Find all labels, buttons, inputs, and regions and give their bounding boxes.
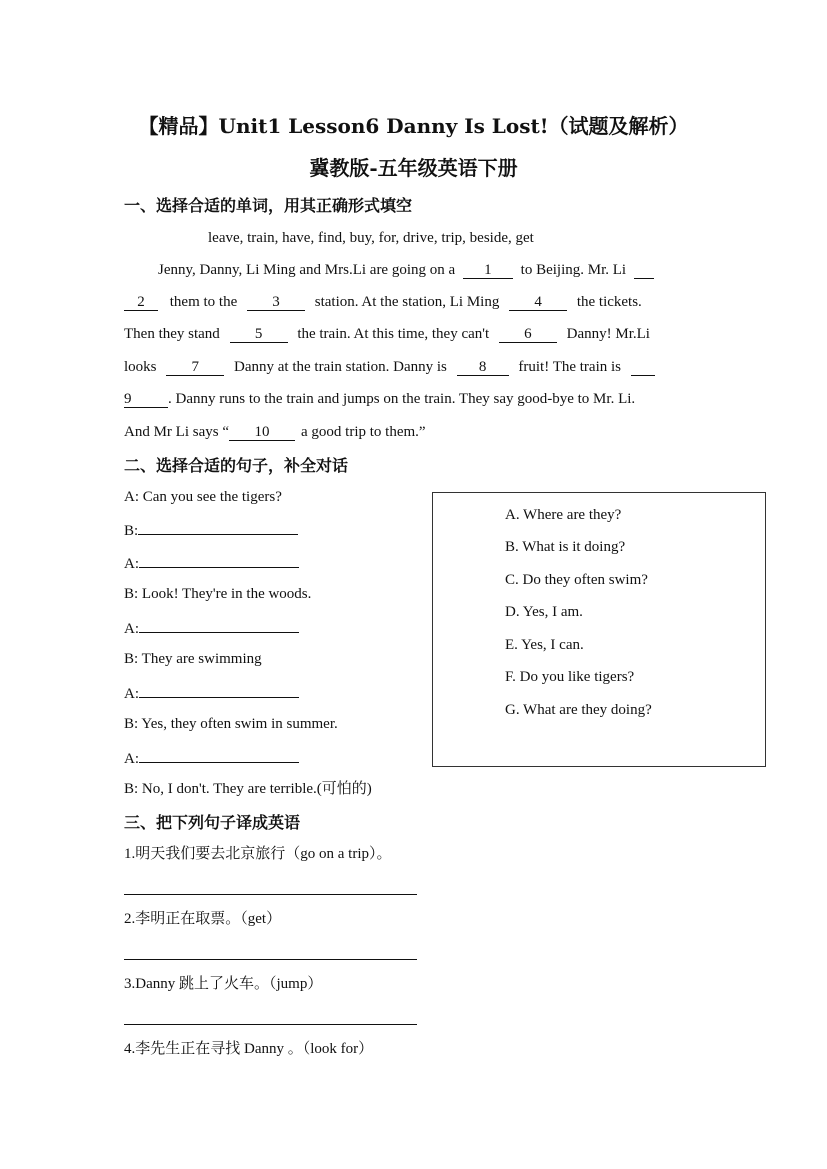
- answer-line[interactable]: [124, 959, 417, 960]
- dialogue-line: [124, 553, 299, 573]
- speaker-label: A:: [124, 751, 139, 767]
- passage-line-5: [124, 390, 635, 408]
- option-item: B. What is it doing?: [505, 539, 626, 555]
- option-item: D. Yes, I am.: [505, 604, 583, 620]
- passage-text: Danny! Mr.Li: [566, 326, 650, 342]
- dialogue-line: B: Yes, they often swim in summer.: [124, 716, 338, 732]
- answer-line[interactable]: [124, 1024, 417, 1025]
- blank-3[interactable]: 3: [247, 294, 305, 311]
- speaker-label: A:: [124, 621, 139, 637]
- option-item: F. Do you like tigers?: [505, 669, 635, 685]
- translation-item: 1.明天我们要去北京旅行（go on a trip）。: [124, 846, 392, 862]
- dialogue-line: [124, 520, 298, 540]
- page-title: 【精品】Unit1 Lesson6 Danny Is Lost!（试题及解析）: [138, 114, 689, 138]
- options-box: [432, 492, 766, 767]
- passage-text: to Beijing. Mr. Li: [520, 262, 627, 278]
- page-subtitle: 冀教版-五年级英语下册: [309, 156, 518, 180]
- word-bank: leave, train, have, find, buy, for, drive, trip, beside, get: [208, 230, 534, 246]
- blank-9-start[interactable]: [631, 359, 655, 376]
- passage-text: Then they stand: [124, 326, 220, 342]
- passage-text: them to the: [169, 294, 238, 310]
- option-item: C. Do they often swim?: [505, 572, 648, 588]
- passage-text: looks: [124, 359, 157, 375]
- dialogue-line: [124, 683, 299, 703]
- passage-text: a good trip to them.”: [301, 424, 426, 440]
- blank-6[interactable]: 6: [499, 326, 557, 343]
- passage-line-2: [124, 293, 642, 311]
- option-item: E. Yes, I can.: [505, 637, 584, 653]
- section2-heading: 二、选择合适的句子，补全对话: [124, 456, 349, 475]
- blank-4[interactable]: 4: [509, 294, 567, 311]
- blank-10[interactable]: 10: [229, 424, 295, 441]
- dialogue-line: B: Look! They're in the woods.: [124, 586, 312, 602]
- passage-text: station. At the station, Li Ming: [314, 294, 500, 310]
- blank-8[interactable]: 8: [457, 359, 509, 376]
- passage-line-6: [124, 423, 426, 441]
- passage-text: And Mr Li says “: [124, 424, 229, 440]
- passage-text: . Danny runs to the train and jumps on the train. They say good-bye to Mr. Li.: [168, 391, 636, 407]
- option-item: G. What are they doing?: [505, 702, 652, 718]
- translation-item: 4.李先生正在寻找 Danny 。（look for）: [124, 1041, 374, 1057]
- passage-text: the train. At this time, they can't: [297, 326, 490, 342]
- passage-line-3: [124, 325, 650, 343]
- answer-blank[interactable]: [139, 553, 299, 568]
- translation-item: 2.李明正在取票。（get）: [124, 911, 282, 927]
- answer-line[interactable]: [124, 894, 417, 895]
- answer-blank[interactable]: [139, 748, 299, 763]
- passage-line-4: [124, 358, 655, 376]
- speaker-label: A:: [124, 686, 139, 702]
- speaker-label: B:: [124, 523, 139, 539]
- speaker-label: A:: [124, 556, 139, 572]
- blank-2[interactable]: 2: [124, 294, 158, 311]
- blank-7[interactable]: 7: [166, 359, 224, 376]
- blank-9[interactable]: 9: [124, 391, 168, 408]
- blank-5[interactable]: 5: [230, 326, 288, 343]
- option-item: A. Where are they?: [505, 507, 622, 523]
- passage-text: Jenny, Danny, Li Ming and Mrs.Li are going on a: [158, 262, 456, 278]
- dialogue-line: [124, 618, 299, 638]
- answer-blank[interactable]: [139, 618, 299, 633]
- blank-1[interactable]: 1: [463, 262, 513, 279]
- passage-line-1: [158, 261, 654, 279]
- dialogue-line: B: They are swimming: [124, 651, 262, 667]
- dialogue-line: [124, 748, 299, 768]
- passage-text: Danny at the train station. Danny is: [234, 359, 447, 375]
- translation-item: 3.Danny 跳上了火车。（jump）: [124, 976, 323, 992]
- dialogue-line: A: Can you see the tigers?: [124, 489, 282, 505]
- answer-blank[interactable]: [138, 520, 298, 535]
- section3-heading: 三、把下列句子译成英语: [124, 813, 301, 832]
- blank-2-start[interactable]: [634, 262, 654, 279]
- section1-heading: 一、选择合适的单词，用其正确形式填空: [124, 196, 413, 215]
- dialogue-line: B: No, I don't. They are terrible.(可怕的): [124, 781, 372, 797]
- answer-blank[interactable]: [139, 683, 299, 698]
- passage-text: the tickets.: [576, 294, 642, 310]
- passage-text: fruit! The train is: [518, 359, 622, 375]
